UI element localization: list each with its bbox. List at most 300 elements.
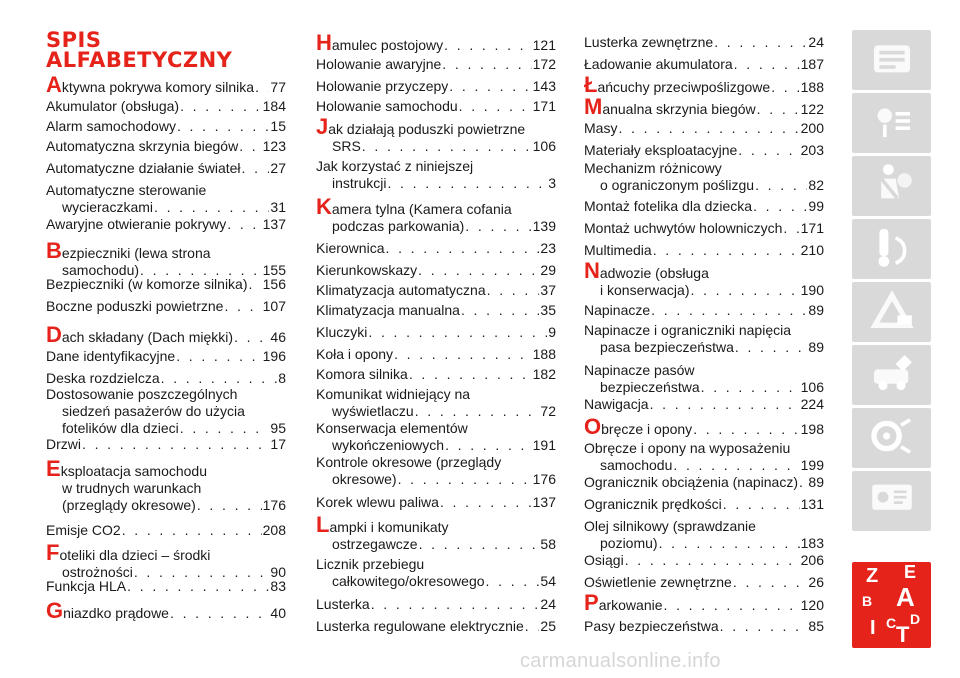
entry-text: amera tylna (Kamera cofania [331,201,512,217]
entry-line [316,240,556,257]
entry-text: Koła i opony [316,346,394,362]
index-entry [584,496,824,513]
leader-dots [398,471,532,488]
entry-text: Materiały eksploatacyjne [584,142,738,158]
leader-dots [127,578,269,595]
chapter-tab[interactable] [852,345,931,405]
index-entry [584,34,824,51]
entry-line [46,118,286,135]
entry-cont: podczas parkowania) [332,218,465,234]
chapter-tab[interactable] [852,408,931,468]
entry-line [584,72,824,97]
leader-dots [154,199,269,216]
leader-dots [415,403,540,420]
entry-text: oteliki dla dzieci – środki [59,547,211,563]
entry-line [316,596,556,613]
index-entry [584,552,824,569]
page-number: 143 [532,78,556,94]
index-entry [46,322,286,347]
index-letter: M [584,94,603,119]
leader-dots [419,536,540,553]
index-entry [584,322,824,356]
index-letter: J [316,114,329,139]
entry-head [584,396,649,413]
entry-text: Oświetlenie zewnętrzne [584,574,732,590]
leader-dots [442,56,531,73]
page-number: 182 [532,366,556,382]
page-number: 85 [808,618,824,634]
page-number: 90 [270,564,286,580]
page-number: 95 [270,420,286,436]
entry-text: Emisje CO2 [46,522,121,538]
page-number: 83 [270,578,286,594]
svg-text:B: B [862,593,873,609]
index-entry [584,198,824,215]
chapter-tab[interactable] [852,219,931,279]
page-number: 183 [800,535,824,551]
entry-line [584,120,824,137]
entry-text: Klimatyzacja automatyczna [316,282,486,298]
index-entry [46,348,286,365]
entry-text: ksploatacja samochodu [60,463,207,479]
leader-dots [673,457,799,474]
entry-text: Pasy bezpieczeństwa [584,618,719,634]
entry-text: Automatyczne sterowanie [46,182,207,198]
entry-line [316,282,556,299]
entry-text: ak działają poduszki powietrzne [328,121,526,137]
page-number: 9 [548,324,556,340]
index-entry [316,494,556,511]
page-number: 58 [540,536,556,552]
leader-dots [227,216,261,233]
index-letter: D [46,322,62,347]
svg-text:I: I [870,617,876,639]
entry-line [46,298,286,315]
chapter-tab[interactable] [852,93,931,153]
entry-line [584,258,824,283]
index-entry [316,78,556,95]
index-entry [316,282,556,299]
leader-dots [653,242,800,259]
entry-text: Nawigacja [584,396,649,412]
entry-text: ktywna pokrywa komory silnika [61,79,255,95]
entry-line [316,30,556,55]
entry-line [316,218,556,235]
entry-cont: o ograniczonym poślizgu [600,177,755,193]
page-number: 172 [532,56,556,72]
leader-dots [440,494,532,511]
index-entry [584,72,824,97]
page-number: 89 [808,339,824,355]
entry-line [584,535,824,552]
index-entry [46,578,286,595]
leader-dots [735,339,808,356]
entry-line [584,160,824,177]
index-letter: H [316,30,332,55]
entry-head [316,240,384,257]
entry-line [584,396,824,413]
index-letter: N [584,258,600,283]
key-start-icon [865,220,919,279]
index-entry [584,242,824,259]
entry-line [584,379,824,396]
entry-line [584,414,824,439]
entry-text: Bezpieczniki (w komorze silnika) [46,276,248,292]
entry-line [316,324,556,341]
entry-cont: wycieraczkami [62,199,154,215]
page-number: 188 [532,346,556,362]
entry-cont: i konserwacja) [600,282,690,298]
leader-dots [487,282,540,299]
entry-line [46,598,286,623]
index-entry [316,324,556,341]
page-number: 188 [800,79,824,95]
page-number: 208 [262,522,286,538]
leader-dots [714,34,807,51]
index-entry [584,474,824,491]
entry-text: anualna skrzynia biegów [602,101,756,117]
index-entry [46,138,286,155]
leader-dots [444,37,531,54]
leader-dots [170,605,269,622]
entry-line [46,386,286,403]
index-entry [584,440,824,474]
entry-text: Ogranicznik obciążenia (napinacz) [584,474,798,490]
entry-text: ezpieczniki (lewa strona [61,245,211,261]
page-number: 196 [262,348,286,364]
index-entry [46,598,286,623]
index-entry [46,238,286,279]
entry-text: Montaż uchwytów holowniczych [584,220,783,236]
entry-cont: bezpieczeństwa [600,379,700,395]
index-entry [584,56,824,73]
entry-head [46,578,126,595]
index-entry [316,346,556,363]
entry-cont: ostrzegawcze [332,536,418,552]
index-entry [316,386,556,420]
entry-head [46,348,175,365]
leader-dots [449,78,531,95]
leader-dots [239,138,261,155]
page-number: 171 [800,220,824,236]
entry-head [316,596,370,613]
entry-head [316,302,460,319]
entry-head [46,522,121,539]
page-number: 106 [532,138,556,154]
index-entry [584,590,824,615]
page-number: 77 [270,79,286,95]
entry-line [46,420,286,437]
index-entry [316,366,556,383]
page-number: 171 [532,98,556,114]
leader-dots [753,198,807,215]
index-letter: E [46,456,61,481]
entry-text: Dane identyfikacyjne [46,348,176,364]
page-number: 200 [800,120,824,136]
entry-line [46,160,286,177]
leader-dots [693,421,799,438]
chapter-tab[interactable] [852,471,931,531]
page-number: 37 [540,282,556,298]
index-entry [584,396,824,413]
index-entry [46,118,286,135]
car-info-icon [865,31,919,90]
index-entry [46,276,286,293]
entry-text: niazdko prądowe [63,605,169,621]
entry-text: Mechanizm różnicowy [584,160,722,176]
entry-text: ach składany (Dach miękki) [61,329,234,345]
index-entry [584,160,824,194]
index-entry [316,98,556,115]
entry-text: Kontrole okresowe (przeglądy [316,454,502,470]
page-number: 107 [262,298,286,314]
entry-line [584,440,824,457]
entry-line [316,403,556,420]
leader-dots [176,348,261,365]
entry-line [46,98,286,115]
entry-line [316,420,556,437]
entry-line [584,552,824,569]
page-number: 29 [540,262,556,278]
page-number: 54 [540,573,556,589]
entry-line [316,56,556,73]
index-entry [46,216,286,233]
entry-line [316,194,556,219]
entry-cont: (przeglądy okresowe) [62,497,196,513]
entry-text: Konserwacja elementów [316,420,468,436]
entry-text: Licznik przebiegu [316,556,425,572]
leader-dots [197,497,262,514]
entry-line [46,522,286,539]
entry-text: Klimatyzacja manualna [316,302,460,318]
entry-head [46,138,238,155]
entry-line [46,138,286,155]
page-number: 106 [800,379,824,395]
leader-dots [180,98,262,115]
entry-head [584,220,782,237]
entry-line [316,437,556,454]
entry-line [46,276,286,293]
index-entry [584,302,824,319]
index-entry [46,298,286,315]
entry-text: bręcze i opony [601,421,693,437]
leader-dots [177,118,269,135]
entry-line [584,177,824,194]
entry-head [316,30,444,55]
leader-dots [734,56,800,73]
page-number: 137 [532,494,556,510]
entry-line [316,98,556,115]
entry-cont: SRS [332,138,361,154]
entry-line [46,540,286,565]
chapter-tab[interactable] [852,156,931,216]
entry-head [584,72,771,97]
index-entry [316,194,556,235]
page-number: 82 [808,177,824,193]
chapter-tab[interactable] [852,562,931,648]
entry-cont: wyświetlaczu [332,403,414,419]
entry-head [316,494,439,511]
leader-dots [161,370,278,387]
entry-text: Lusterka [316,596,370,612]
seatbelt-airbag-icon [865,157,919,216]
entry-line [46,216,286,233]
svg-text:E: E [904,562,917,582]
alphabetical-index-icon [852,562,931,648]
entry-text: Holowanie przyczepy [316,78,449,94]
entry-text: Napinacze i ograniczniki napięcia [584,322,792,338]
entry-head [316,98,458,115]
leader-dots [486,573,540,590]
multimedia-icon [865,472,919,531]
entry-text: Awaryjne otwieranie pokrywy [46,216,227,232]
page-number: 184 [262,98,286,114]
page-number: 31 [270,199,286,215]
leader-dots [385,240,539,257]
leader-dots [180,420,270,437]
entry-line [316,366,556,383]
index-letter: F [46,540,60,565]
entry-cont: poziomu) [600,535,658,551]
page-number: 176 [262,497,286,513]
entry-line [584,362,824,379]
page-number: 3 [548,175,556,191]
entry-head [316,618,524,635]
entry-text: Osiągi [584,552,624,568]
entry-text: Ogranicznik prędkości [584,496,722,512]
entry-line [46,456,286,481]
entry-text: Kierownica [316,240,385,256]
page-number: 23 [540,240,556,256]
entry-line [584,302,824,319]
entry-line [316,302,556,319]
index-entry [316,618,556,635]
entry-text: adwozie (obsługa [599,265,709,281]
entry-line [46,436,286,453]
entry-head [46,276,248,293]
entry-text: Automatyczne działanie świateł [46,160,241,176]
leader-dots [255,79,269,96]
entry-head [316,78,448,95]
entry-head [46,298,223,315]
leader-dots [224,298,261,315]
chapter-tab[interactable] [852,30,931,90]
index-entry [316,56,556,73]
leader-dots [664,597,800,614]
page-number: 187 [800,56,824,72]
entry-head [46,436,81,453]
index-entry [584,258,824,299]
entry-line [46,72,286,97]
entry-text: Holowanie samochodu [316,98,458,114]
warning-lights-icon [865,94,919,153]
entry-text: Drzwi [46,436,81,452]
entry-line [316,386,556,403]
entry-head [46,370,160,387]
page-number: 155 [262,262,286,278]
entry-head [584,618,719,635]
maintenance-car-icon [865,346,919,405]
index-letter: G [46,598,64,623]
entry-text: Kluczyki [316,324,368,340]
index-letter: Ł [584,72,598,97]
entry-line: siedzeń pasażerów do użycia [62,403,245,419]
leader-dots [461,302,539,319]
index-entry [46,540,286,581]
page-number: 206 [800,552,824,568]
svg-text:C: C [886,615,897,631]
leader-dots [720,618,808,635]
index-entry [46,522,286,539]
watermark: carmanualsonline.info [520,650,721,672]
page-number: 198 [800,421,824,437]
page-title: SPIS ALFABETYCZNY [46,28,233,72]
page-number: 46 [270,329,286,345]
page-number: 99 [808,198,824,214]
entry-line [316,454,556,471]
entry-line [46,578,286,595]
entry-text: Multimedia [584,242,652,258]
page-number: 121 [532,37,556,53]
index-entry [584,518,824,552]
index-entry [584,414,824,439]
entry-head [584,94,756,119]
leader-dots [122,522,262,539]
entry-line [316,114,556,139]
leader-dots [625,552,800,569]
chapter-tab[interactable] [852,282,931,342]
entry-line [584,457,824,474]
entry-head [584,552,624,569]
index-entry [46,456,286,514]
entry-text: Holowanie awaryjne [316,56,442,72]
entry-line [46,497,286,514]
entry-cont: okresowe) [332,471,397,487]
page-number: 122 [800,101,824,117]
entry-text: Napinacze pasów [584,362,695,378]
index-letter: B [46,238,62,263]
index-entry [316,262,556,279]
leader-dots [465,218,531,235]
entry-line [46,199,286,216]
leader-dots [738,142,799,159]
entry-line [316,494,556,511]
page-number: 35 [540,302,556,318]
entry-text: Olej silnikowy (sprawdzanie [584,518,756,534]
entry-text: Boczne poduszki powietrzne [46,298,224,314]
entry-line [316,471,556,488]
leader-dots [362,138,532,155]
entry-head [584,34,713,51]
index-entry [316,556,556,590]
page-number: 72 [540,403,556,419]
page-number: 224 [800,396,824,412]
entry-cont: samochodu [600,457,673,473]
page-number: 120 [800,597,824,613]
entry-line [584,618,824,635]
entry-head [316,282,486,299]
index-entry [46,160,286,177]
entry-head [46,322,234,347]
entry-head [584,302,650,319]
entry-line [316,536,556,553]
page-number: 24 [540,596,556,612]
page-number: 17 [270,436,286,452]
index-entry [584,142,824,159]
leader-dots [690,282,799,299]
entry-text: Funkcja HLA [46,578,127,594]
leader-dots [757,101,800,118]
